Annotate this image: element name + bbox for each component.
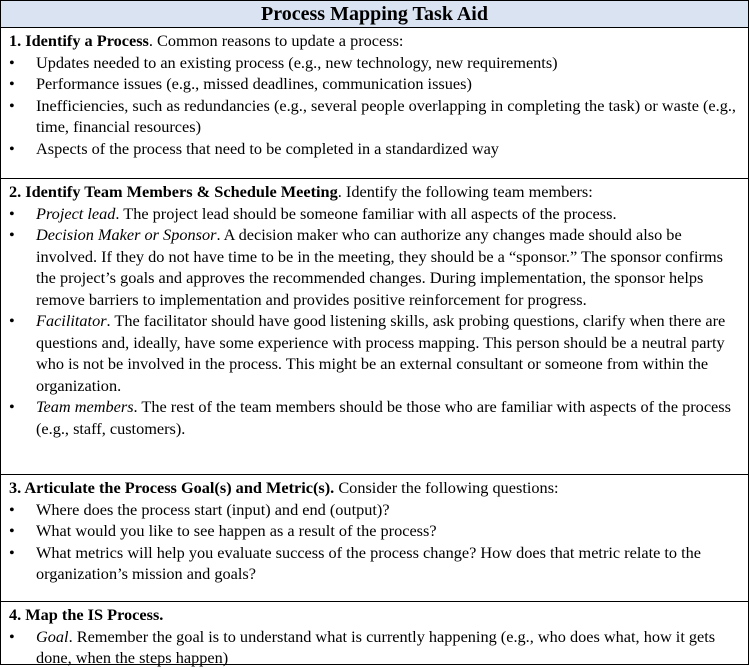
list-item-term: Team members (36, 397, 134, 416)
section-heading (9, 30, 740, 52)
list-item (9, 542, 740, 585)
bullet-icon: • (9, 311, 15, 330)
list-item-text: Performance issues (e.g., missed deadlines, communication issues) (36, 74, 472, 93)
bullet-list (9, 499, 740, 585)
list-item (9, 73, 740, 95)
section-heading (9, 477, 740, 499)
section-heading-title: 3. Articulate the Process Goal(s) and Metric(s). (9, 478, 335, 497)
list-item (9, 95, 740, 138)
bullet-list (9, 203, 740, 440)
list-item (9, 520, 740, 542)
section-heading (9, 604, 740, 626)
section-heading-intro: Consider the following questions: (334, 478, 559, 497)
list-item-text: Updates needed to an existing process (e.g., new technology, new requirements) (36, 52, 558, 72)
section-identify-process (1, 28, 748, 179)
bullet-icon: • (9, 225, 15, 244)
bullet-list (9, 52, 740, 160)
list-item (9, 138, 740, 160)
section-heading-title: 1. Identify a Process (9, 31, 149, 50)
bullet-icon: • (9, 138, 15, 158)
bullet-icon: • (9, 542, 15, 562)
bullet-icon: • (9, 203, 15, 223)
list-item (9, 52, 740, 74)
list-item (9, 626, 740, 669)
bullet-icon: • (9, 74, 15, 93)
bullet-icon: • (9, 95, 15, 115)
list-item-term: Facilitator (36, 311, 107, 330)
list-item (9, 224, 740, 310)
list-item-text: . The project lead should be someone familiar with all aspects of the process. (115, 203, 617, 223)
section-heading-intro: . Common reasons to update a process: (148, 31, 404, 50)
list-item-text: . The rest of the team members should be those who are familiar with aspects of the process (e.g., staff, customers). (36, 397, 731, 438)
list-item (9, 203, 740, 225)
list-item-text: What would you like to see happen as a result of the process? (36, 521, 437, 540)
list-item-text: . A decision maker who can authorize any changes made should also be involved. If they do not have time to be in the meeting, they should be a “sponsor.” The sponsor confirms the project’s goals and approves the recommended changes. During implementation, the sponsor helps remove barriers to implementation and provides positive reinforcement for progress. (36, 225, 723, 309)
bullet-icon: • (9, 626, 15, 646)
list-item (9, 499, 740, 521)
list-item-text: Inefficiencies, such as redundancies (e.g., several people overlapping in completing the task) or waste (e.g., time, financial resources) (36, 95, 736, 136)
list-item-text: Aspects of the process that need to be completed in a standardized way (36, 138, 499, 158)
list-item-text: . Remember the goal is to understand what is currently happening (e.g., who does what, how it gets done, when the steps happen) (36, 626, 716, 667)
bullet-icon: • (9, 52, 15, 72)
section-heading-title: 4. Map the IS Process. (9, 605, 164, 624)
list-item-term: Project lead (36, 203, 116, 223)
section-identify-team (1, 179, 748, 475)
section-map-process (1, 602, 748, 667)
section-heading-title: 2. Identify Team Members & Schedule Meeting (9, 182, 338, 201)
list-item (9, 310, 740, 396)
bullet-icon: • (9, 521, 15, 540)
bullet-icon: • (9, 499, 15, 519)
list-item-text: . The facilitator should have good listening skills, ask probing questions, clarify when there are questions and, ideally, have some experience with process mapping. This person should be a neutral party who is not be involved in the process. This might be an external consultant or someone from within the organization. (36, 311, 726, 395)
list-item-term: Decision Maker or Sponsor (36, 225, 217, 244)
bullet-list (9, 626, 740, 669)
section-heading (9, 181, 740, 203)
section-articulate-goals (1, 475, 748, 602)
section-heading-intro: . Identify the following team members: (337, 182, 593, 201)
list-item-term: Goal (36, 626, 69, 646)
bullet-icon: • (9, 397, 15, 416)
list-item-text: Where does the process start (input) and end (output)? (36, 499, 390, 519)
list-item-text: What metrics will help you evaluate success of the process change? How does that metric relate to the organization’s mission and goals? (36, 542, 702, 583)
page-title: Process Mapping Task Aid (1, 1, 748, 28)
list-item (9, 396, 740, 439)
